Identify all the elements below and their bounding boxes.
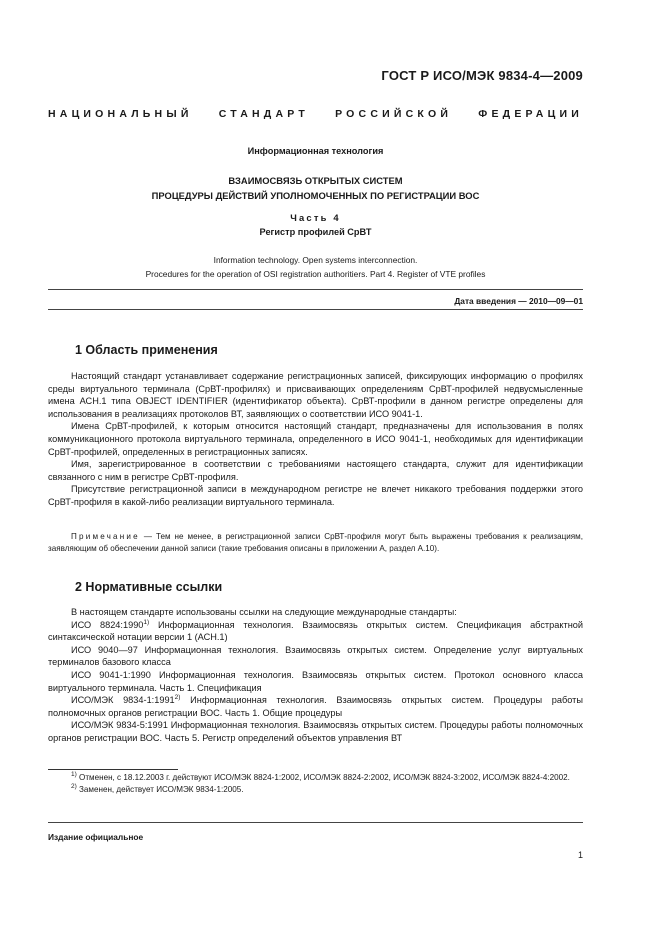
title-main: [48, 173, 583, 203]
footnotes: [48, 772, 583, 797]
paragraph: Присутствие регистрационной записи в международном регистре не влечет никакого требования поддержки этого СрВТ-профиля в какой-либо реализации виртуального терминала.: [48, 484, 583, 507]
reference-text: ИСО 9041-1:1990 Информационная технология. Взаимосвязь открытых систем. Протокол основного класса виртуального терминала. Часть 1. Спецификация: [48, 669, 583, 693]
reference-title: Информационная технология. Взаимосвязь открытых систем. Спецификация абстрактной синтаксической нотации версии 1 (АСН.1): [48, 619, 584, 643]
banner-word: СТАНДАРТ: [218, 108, 309, 120]
paragraph: Имена СрВТ-профилей, к которым относится настоящий стандарт, предназначены для использования в полях коммуникационного протокола виртуального терминала, определенного в ИСО 9041-1, необходимых для идентификации СрВТ-профилей, определенных в регистрационных записях.: [48, 421, 583, 457]
title-category: Информационная технология: [247, 146, 384, 156]
part-title: Регистр профилей СрВТ: [259, 227, 372, 237]
banner-word: НАЦИОНАЛЬНЫЙ: [48, 108, 193, 120]
section1-heading: 1 Область применения: [75, 343, 218, 357]
divider: [48, 289, 583, 290]
reference-text: ИСО 9040—97 Информационная технология. Взаимосвязь открытых систем. Определение услуг виртуальных терминалов базового класса: [48, 644, 583, 668]
section2-heading: 2 Нормативные ссылки: [75, 580, 223, 594]
reference-item: [48, 669, 583, 694]
section2-body: [48, 606, 583, 745]
english-title-line1: Information technology. Open systems interconnection.: [213, 255, 418, 265]
edition-label: Издание официальное: [48, 832, 144, 842]
paragraph: Имя, зарегистрированное в соответствии с требованиями настоящего стандарта, служит для идентификации связанного с ним в регистре СрВТ-профиля.: [48, 459, 583, 482]
national-standard-banner: [48, 108, 583, 120]
note: [48, 531, 583, 556]
title-main-line2: ПРОЦЕДУРЫ ДЕЙСТВИЙ УПОЛНОМОЧЕННЫХ ПО РЕГИСТРАЦИИ ВОС: [151, 190, 480, 201]
english-title-line2: Procedures for the operation of OSI registration authoritiers. Part 4. Register of VTE profiles: [145, 268, 486, 279]
reference-id: ИСО/МЭК 9834-1:1991: [71, 695, 175, 706]
footnote: [48, 784, 583, 796]
part-number: Часть 4: [290, 212, 341, 223]
reference-text: ИСО/МЭК 9834-5:1991 Информационная технология. Взаимосвязь открытых систем. Процедуры работы полномочных органов регистрации ВОС. Часть 5. Регистр определений объектов управления ВТ: [48, 720, 583, 743]
footnote: [48, 772, 583, 784]
divider: [48, 822, 583, 823]
reference-item: [48, 694, 583, 719]
banner-word: РОССИЙСКОЙ: [335, 108, 453, 120]
footnote-ref[interactable]: 1): [143, 618, 150, 626]
title-main-line1: ВЗАИМОСВЯЗЬ ОТКРЫТЫХ СИСТЕМ: [228, 175, 403, 186]
reference-item: [48, 619, 583, 644]
footnote-divider: [48, 769, 178, 770]
section1-body: [48, 370, 583, 509]
paragraph: В настоящем стандарте использованы ссылки на следующие международные стандарты:: [71, 607, 457, 617]
note-label: Примечание: [71, 532, 140, 541]
divider: [48, 309, 583, 310]
english-title: [48, 254, 583, 281]
footnote-text: Заменен, действует ИСО/МЭК 9834-1:2005.: [76, 785, 244, 795]
footnote-mark: 1): [71, 771, 77, 778]
footnote-text: Отменен, с 18.12.2003 г. действуют ИСО/МЭК 8824-1:2002, ИСО/МЭК 8824-2:2002, ИСО/МЭК 8824-3:2002, ИСО/МЭК 8824-4:2002.: [76, 773, 570, 782]
page-number: 1: [577, 850, 583, 860]
reference-id: ИСО 8824:1990: [71, 619, 144, 630]
standard-code: ГОСТ Р ИСО/МЭК 9834-4—2009: [381, 68, 583, 83]
paragraph: Настоящий стандарт устанавливает содержание регистрационных записей, фиксирующих информацию о профилях среды виртуального терминала (СрВТ-профилях) и присваивающих определениям СрВТ-профилей недвусмысленные имена АСН.1 типа OBJECT IDENTIFIER (идентификатор объекта). СрВТ-профили в данном регистре определены для использования в реализациях протоколов ВТ, заявляющих о соответствии ИСО 9041-1.: [48, 371, 583, 419]
note-text: — Тем не менее, в регистрационной записи СрВТ-профиля могут быть выражены требования к реализациям, заявляющим об обеспечении данной записи (такие требования описаны в приложении А, раздел А.10).: [48, 532, 583, 554]
introduction-date: Дата введения — 2010—09—01: [454, 296, 583, 306]
reference-title: Информационная технология. Взаимосвязь открытых систем. Процедуры работы полномочных органов регистрации ВОС. Часть 1. Общие процедуры: [48, 695, 583, 718]
banner-word: ФЕДЕРАЦИИ: [478, 108, 583, 120]
footnote-mark: 2): [71, 783, 77, 791]
reference-item: [48, 719, 583, 744]
footnote-ref[interactable]: 2): [174, 694, 181, 702]
reference-item: [48, 644, 583, 669]
